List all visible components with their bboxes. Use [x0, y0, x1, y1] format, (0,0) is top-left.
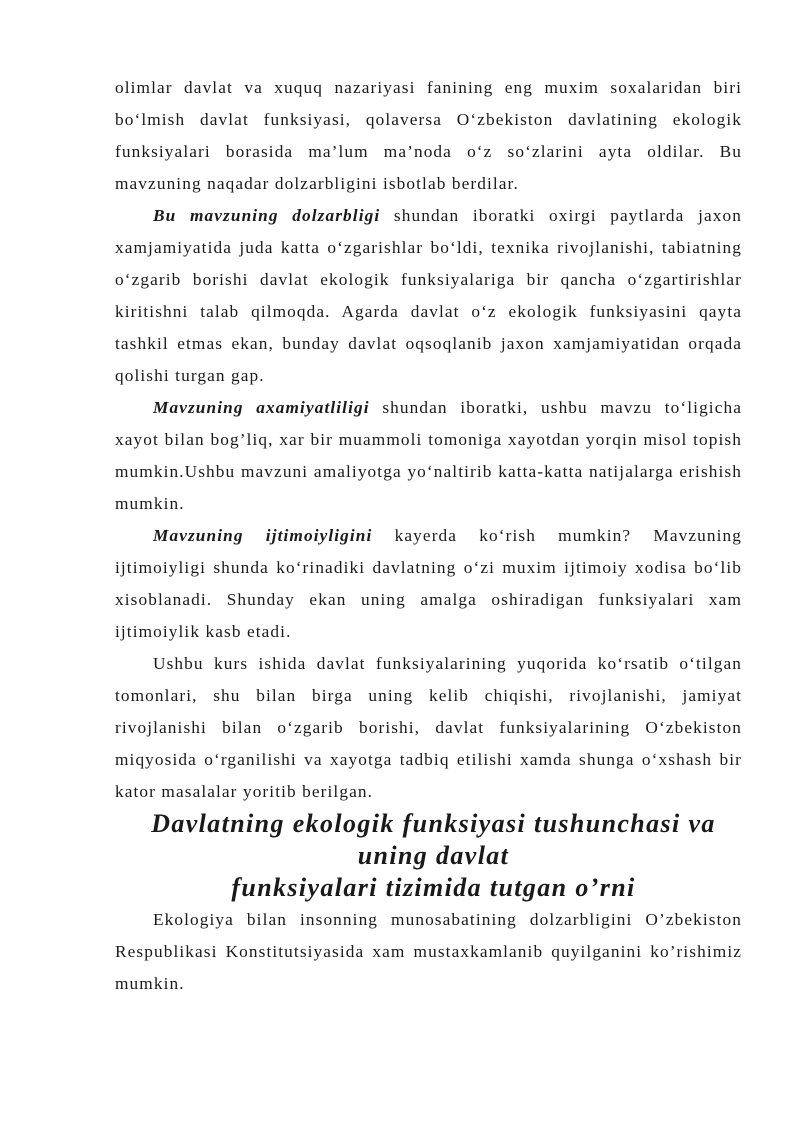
section-heading-line-2: funksiyalari tizimida tutgan o’rni: [231, 873, 636, 902]
paragraph-social-aspect: [115, 520, 742, 648]
document-page: [115, 72, 742, 1000]
paragraph-text: shundan iboratki, ushbu mavzu to‘ligicha xayot bilan bog’liq, xar bir muammoli tomoniga xayotdan yorqin misol topish mumkin.Ushbu mavzuni amaliyotga yo‘naltirib katta-katta natijalarga erishish mumkin.: [115, 398, 742, 513]
paragraph-relevance: [115, 200, 742, 392]
section-heading-line-1: Davlatning ekologik funksiyasi tushunchasi va uning davlat: [151, 809, 716, 870]
paragraph-lead: Mavzuning ijtimoiyligini: [153, 526, 373, 545]
paragraph-importance: [115, 392, 742, 520]
paragraph-ecology-constitution: [115, 904, 742, 1000]
section-heading: [115, 808, 742, 904]
paragraph-lead: Bu mavzuning dolzarbligi: [153, 206, 381, 225]
paragraph-text: olimlar davlat va xuquq nazariyasi fanining eng muxim soxalaridan biri bo‘lmish davlat funksiyasi, qolaversa O‘zbekiston davlatining ekologik funksiyalari borasida ma’lum ma’noda o‘z so‘zlarini ayta oldilar. Bu mavzuning naqadar dolzarbligini isbotlab berdilar.: [115, 78, 742, 193]
paragraph-text: shundan iboratki oxirgi paytlarda jaxon xamjamiyatida juda katta o‘zgarishlar bo‘ldi, texnika rivojlanishi, tabiatning o‘zgarib borishi davlat ekologik funksiyalariga bir qancha o‘zgartirishlar kiritishni talab qilmoqda. Agarda davlat o‘z ekologik funksiyasini qayta tashkil etmas ekan, bunday davlat oqsoqlanib jaxon xamjamiyatidan orqada qolishi turgan gap.: [115, 206, 742, 385]
paragraph-text: Ushbu kurs ishida davlat funksiyalarining yuqorida ko‘rsatib o‘tilgan tomonlari, shu bilan birga uning kelib chiqishi, rivojlanishi, jamiyat rivojlanishi bilan o‘zgarib borishi, davlat funksiyalarining O‘zbekiston miqyosida o‘rganilishi va xayotga tadbiq etilishi xamda shunga o‘xshash bir kator masalalar yoritib berilgan.: [115, 654, 742, 801]
paragraph-text: kayerda ko‘rish mumkin? Mavzuning ijtimoiyligi shunda ko‘rinadiki davlatning o‘zi muxim ijtimoiy xodisa bo‘lib xisoblanadi. Shunday ekan uning amalga oshiradigan funksiyalari xam ijtimoiylik kasb etadi.: [115, 526, 742, 641]
paragraph-lead: Mavzuning axamiyatliligi: [153, 398, 370, 417]
paragraph-intro-continuation: [115, 72, 742, 200]
paragraph-course-work-scope: [115, 648, 742, 808]
paragraph-text: Ekologiya bilan insonning munosabatining dolzarbligini O’zbekiston Respublikasi Konstitutsiyasida xam mustaxkamlanib quyilganini ko’rishimiz mumkin.: [115, 910, 742, 993]
